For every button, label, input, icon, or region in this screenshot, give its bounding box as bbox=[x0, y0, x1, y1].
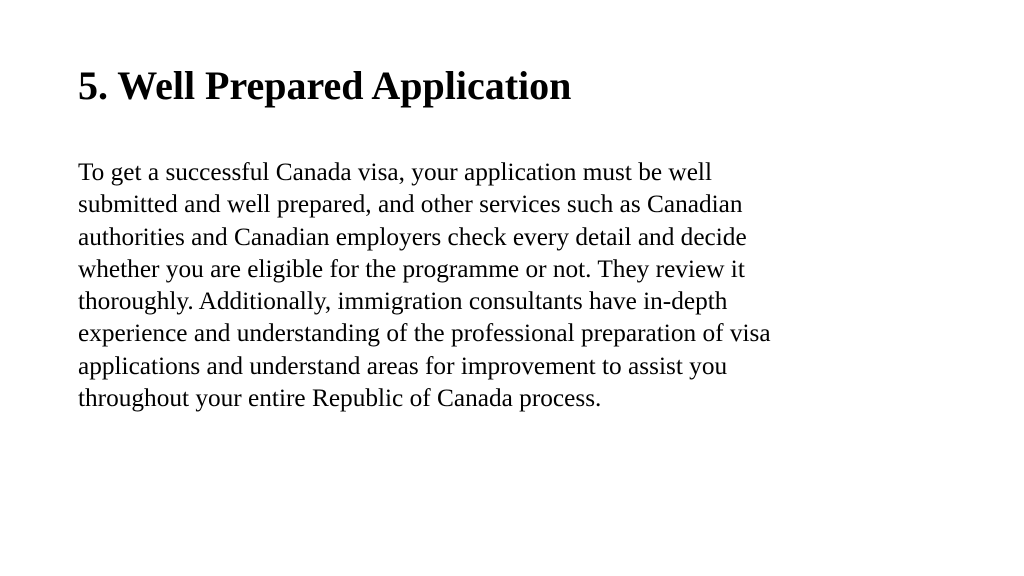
slide-body-paragraph bbox=[78, 156, 958, 414]
body-line: thoroughly. Additionally, immigration consultants have in-depth bbox=[78, 287, 728, 316]
body-line: throughout your entire Republic of Canada process. bbox=[78, 384, 602, 413]
body-line: To get a successful Canada visa, your application must be well bbox=[78, 158, 712, 186]
body-line: whether you are eligible for the programme or not. They review it bbox=[78, 254, 745, 283]
slide-title: 5. Well Prepared Application bbox=[78, 63, 572, 108]
body-line: experience and understanding of the professional preparation of visa bbox=[78, 319, 771, 348]
body-line: applications and understand areas for improvement to assist you bbox=[78, 351, 728, 380]
body-line: submitted and well prepared, and other services such as Canadian bbox=[78, 190, 743, 219]
body-line: authorities and Canadian employers check every detail and decide bbox=[78, 222, 747, 251]
